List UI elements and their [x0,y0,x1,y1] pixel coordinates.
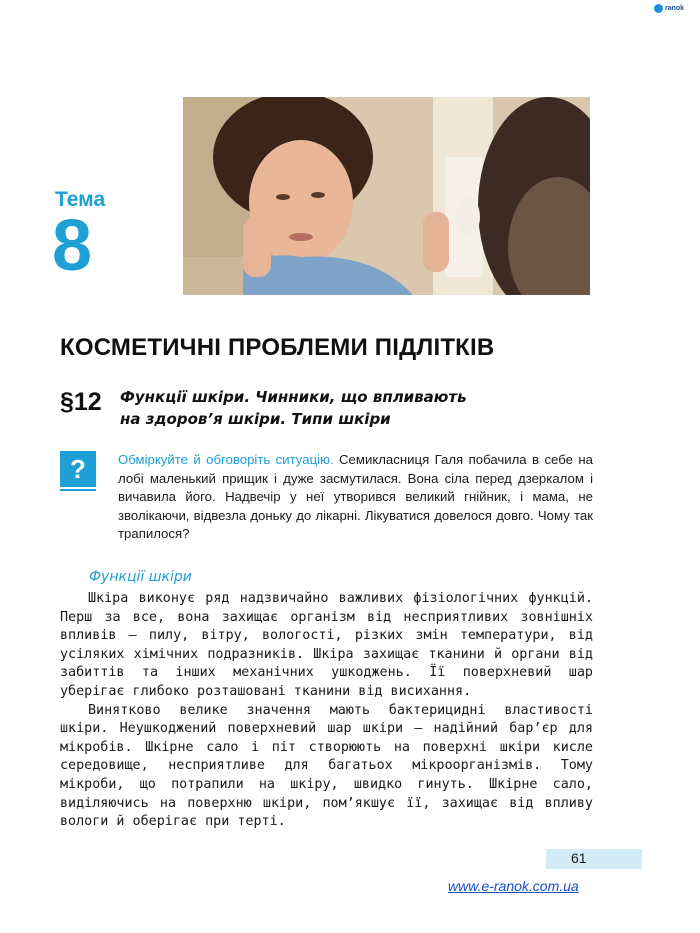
question-icon-underline [60,489,96,491]
body-paragraph-2: Винятково велике значення мають бактерицидні властивості шкіри. Неушкоджений поверхневий шар шкіри — надійний бар’єр для мікробів. Шкірне сало і піт створюють на поверхні шкіри кисле середовище, несприятливе для багатьох мікроорганізмів. Тому мікроби, що потрапили на шкіру, швидко гинуть. Шкірне сало, виділяючись на поверхню шкіри, пом’якшує її, захищає від впливу вологи й оберігає при терті. [60,702,593,830]
situation-box [118,451,593,544]
question-glyph: ? [70,454,86,484]
body-text [60,590,593,832]
situation-text: Семикласниця Галя побачила в себе на лобі маленький прищик і дуже засмутилася. Вона сіла перед дзеркалом і вичавила його. Надвечір у неї утворився великий гнійник, і мама, не зволікаючи, відвезла доньку до лікарні. Лікуватися довелося довго. Чому так трапилося? [118,452,593,542]
body-paragraph-1: Шкіра виконує ряд надзвичайно важливих фізіологічних функцій. Перш за все, вона захищає організм від несприятливих зовнішніх впливів — пилу, вітру, вологості, різких змін температури, від усіляких хімічних подразників. Шкіра захищає тканини й органи від забиттів та інших механічних ушкоджень. Її поверхневий шар уберігає глибоко розташовані тканини від висихання. [60,591,593,699]
paragraph-title-line-2: на здоров’я шкіри. Типи шкіри [120,410,391,428]
logo-mark-icon [654,4,663,13]
chapter-title: КОСМЕТИЧНІ ПРОБЛЕМИ ПІДЛІТКІВ [60,334,495,361]
topic-number: 8 [52,206,93,286]
publisher-logo [654,2,700,14]
chapter-photo [183,97,590,295]
topic-label: Тема [55,188,106,211]
paragraph-title-line-1: Функції шкіри. Чинники, що впливають [120,388,467,406]
question-icon [60,451,96,487]
section-heading: Функції шкіри [89,569,192,585]
page-number-box [546,849,642,869]
paragraph-title [120,386,530,430]
paragraph-number: §12 [60,388,102,416]
logo-text: ranok [665,4,685,12]
page-number: 61 [571,850,587,866]
photo-girl-mirror-icon [183,97,590,295]
situation-lead: Обміркуйте й обговоріть ситуацію. [118,452,334,467]
site-link[interactable]: www.e-ranok.com.ua [448,878,579,894]
